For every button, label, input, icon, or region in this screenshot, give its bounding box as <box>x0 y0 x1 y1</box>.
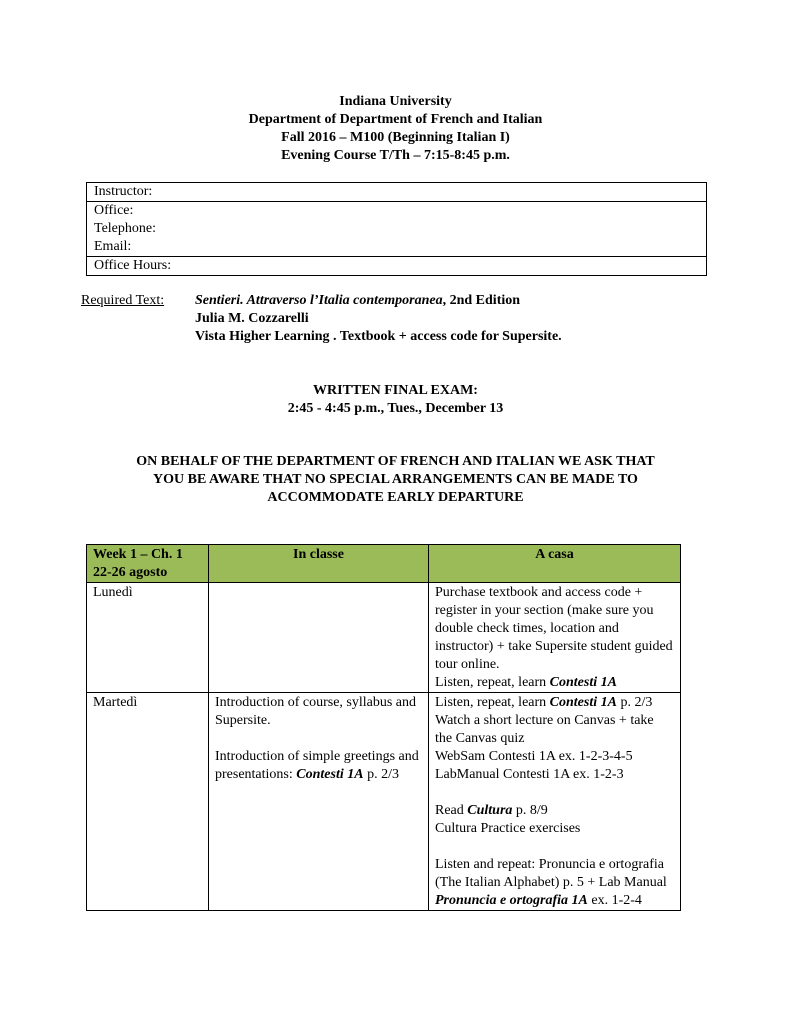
schedule-table <box>86 544 681 911</box>
spacer <box>215 730 422 748</box>
textbook-title-line <box>195 292 695 310</box>
university-name: Indiana University <box>339 94 452 109</box>
homework-text-part: Listen, repeat, learn <box>435 695 550 710</box>
class-text: Introduction of course, syllabus and Supersite. <box>215 695 417 728</box>
department-notice <box>0 453 791 507</box>
homework-text: WebSam Contesti 1A ex. 1-2-3-4-5 <box>435 749 633 764</box>
homework-text-part: p. 2/3 Watch a short lecture on Canvas + take the Canvas quiz <box>435 695 654 746</box>
homework-text-part: Listen, repeat, learn <box>435 675 550 690</box>
class-emphasis: Contesti 1A <box>296 767 364 782</box>
spacer <box>435 838 674 856</box>
in-class-cell <box>209 583 429 693</box>
course-term: Fall 2016 – M100 (Beginning Italian I) <box>281 130 510 145</box>
textbook-publisher: Vista Higher Learning . Textbook + access code for Supersite. <box>195 329 562 344</box>
homework-emphasis: Cultura <box>467 803 513 818</box>
homework-text-part: Listen and repeat: Pronuncia e ortografia (The Italian Alphabet) p. 5 + Lab Manual <box>435 857 667 890</box>
homework-text: Purchase textbook and access code + register in your section (make sure you double check times, location and instructor) + take Supersite student guided tour online. <box>435 585 673 672</box>
class-text <box>215 748 422 784</box>
textbook-title: Sentieri. Attraverso l’Italia contemporanea <box>195 293 443 308</box>
required-text-label: Required Text: <box>81 293 165 308</box>
homework-emphasis: Pronuncia e ortografia 1A <box>435 893 588 908</box>
office-hours-row: Office Hours: <box>94 258 172 273</box>
telephone-label: Telephone: <box>94 221 156 236</box>
schedule-header-row <box>87 545 681 583</box>
homework-cell <box>429 693 681 911</box>
homework-emphasis: Contesti 1A <box>549 695 617 710</box>
spacer <box>435 784 674 802</box>
homework-text-part: ex. 1-2-4 <box>587 893 642 908</box>
table-row <box>87 583 681 693</box>
email-label: Email: <box>94 239 132 254</box>
in-class-header: In classe <box>209 545 429 583</box>
homework-text: LabManual Contesti 1A ex. 1-2-3 <box>435 767 624 782</box>
textbook-author: Julia M. Cozzarelli <box>195 311 309 326</box>
day-cell: Lunedì <box>87 583 209 693</box>
table-row <box>87 693 681 911</box>
homework-emphasis: Contesti 1A <box>549 675 617 690</box>
class-text-part: p. 2/3 <box>363 767 399 782</box>
instructor-row: Instructor: <box>87 183 706 202</box>
notice-line-2: YOU BE AWARE THAT NO SPECIAL ARRANGEMENTS CAN BE MADE TO <box>153 472 638 487</box>
week-label: Week 1 – Ch. 1 <box>93 547 183 562</box>
week-dates: 22-26 agosto <box>93 565 168 580</box>
homework-text <box>435 856 674 910</box>
homework-cell <box>429 583 681 693</box>
homework-text: Cultura Practice exercises <box>435 821 581 836</box>
course-schedule: Evening Course T/Th – 7:15-8:45 p.m. <box>281 148 510 163</box>
homework-text-part: Read <box>435 803 468 818</box>
notice-line-3: ACCOMMODATE EARLY DEPARTURE <box>267 490 524 505</box>
contact-row <box>87 202 706 257</box>
in-class-cell <box>209 693 429 911</box>
homework-text <box>435 674 674 692</box>
final-exam-title: WRITTEN FINAL EXAM: <box>313 383 478 398</box>
required-text-details <box>195 292 695 346</box>
final-exam-time: 2:45 - 4:45 p.m., Tues., December 13 <box>287 401 504 416</box>
course-header <box>0 93 791 165</box>
homework-text <box>435 694 674 748</box>
homework-text <box>435 802 674 820</box>
day-cell: Martedì <box>87 693 209 911</box>
department-name: Department of Department of French and Italian <box>248 112 543 127</box>
instructor-info-box <box>86 182 707 276</box>
homework-header: A casa <box>429 545 681 583</box>
office-label: Office: <box>94 203 134 218</box>
class-text-part: Introduction of simple greetings and presentations: <box>215 749 419 782</box>
homework-text-part: p. 8/9 <box>512 803 548 818</box>
textbook-edition: , 2nd Edition <box>442 293 521 308</box>
week-header-cell <box>87 545 209 583</box>
final-exam-section <box>0 382 791 418</box>
notice-line-1: ON BEHALF OF THE DEPARTMENT OF FRENCH AND ITALIAN WE ASK THAT <box>136 454 655 469</box>
